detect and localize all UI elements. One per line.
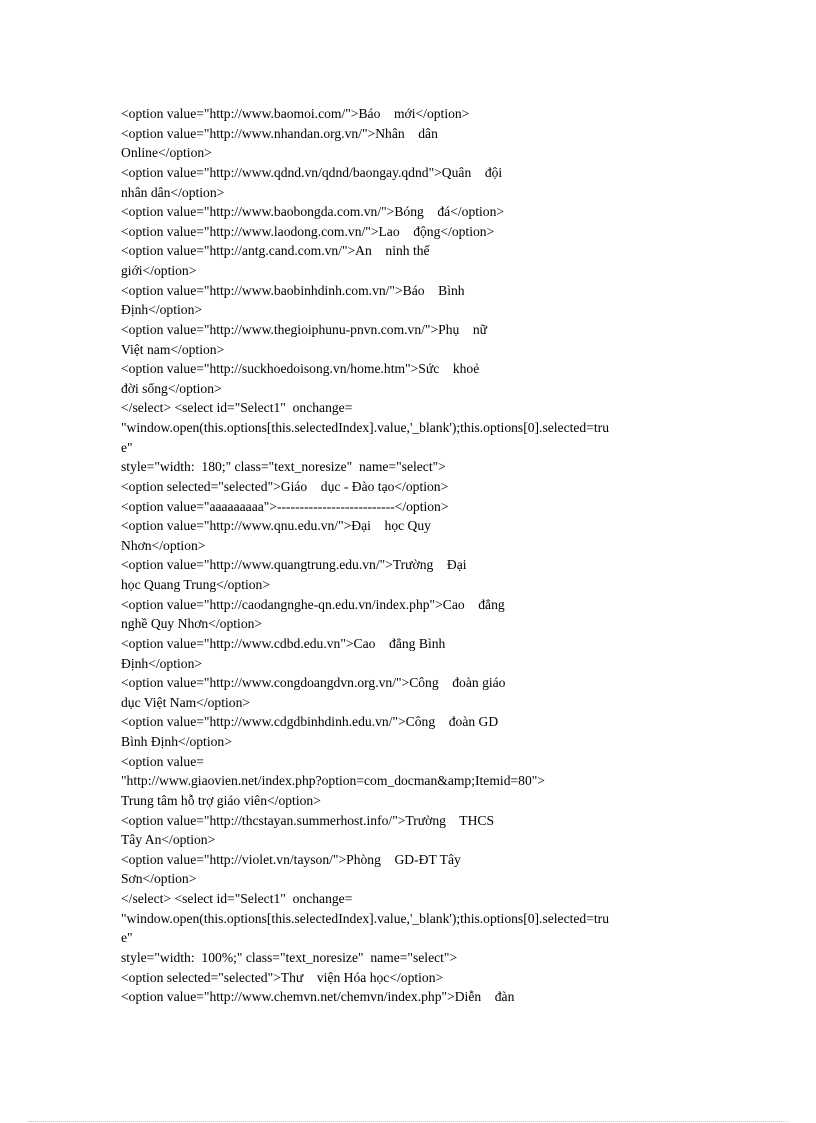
code-line: style="width: 100%;" class="text_noresize" name="select"> [121,949,458,965]
code-line: Sơn</option> [121,871,197,887]
code-line: <option value="http://caodangnghe-qn.edu.vn/index.php">Cao đẳng [121,596,505,612]
document-page [121,104,701,1007]
code-line: <option value="http://antg.cand.com.vn/">An ninh thế [121,243,430,259]
code-line: e" [121,930,133,946]
code-line: <option value="http://thcstayan.summerhost.info/">Trường THCS [121,812,495,828]
code-line: </select> <select id="Select1" onchange= [121,400,353,416]
code-line: <option value="http://www.congdoangdvn.org.vn/">Công đoàn giáo [121,675,506,691]
code-line: <option selected="selected">Thư viện Hóa học</option> [121,969,444,985]
code-line: Nhơn</option> [121,537,206,553]
code-line: <option value="http://www.nhandan.org.vn/">Nhân dân [121,125,438,141]
code-line: học Quang Trung</option> [121,577,271,592]
code-line: dục Việt Nam</option> [121,694,251,710]
code-line: <option value="http://www.baobongda.com.vn/">Bóng đá</option> [121,204,505,220]
code-line: <option value="http://www.chemvn.net/chemvn/index.php">Diễn đàn [121,989,515,1005]
code-line: "window.open(this.options[this.selectedIndex].value,'_blank');this.options[0].selected=tru [121,420,610,435]
code-line: <option value="aaaaaaaaa">--------------------------</option> [121,498,449,514]
code-line: Tây An</option> [121,832,216,848]
code-line: <option value="http://www.quangtrung.edu.vn/">Trường Đại [121,557,467,573]
code-line: <option value="http://www.thegioiphunu-pnvn.com.vn/">Phụ nữ [121,321,488,337]
code-line: Trung tâm hỗ trợ giáo viên</option> [121,792,321,808]
code-line: style="width: 180;" class="text_noresize" name="select"> [121,459,446,475]
code-line: Bình Định</option> [121,734,232,749]
code-line: "http://www.giaovien.net/index.php?option=com_docman&amp;Itemid=80"> [121,773,545,789]
code-line: "window.open(this.options[this.selectedIndex].value,'_blank');this.options[0].selected=tru [121,910,610,926]
code-line: <option value="http://www.cdgdbinhdinh.edu.vn/">Công đoàn GD [121,714,499,730]
code-line: giới</option> [121,263,197,278]
code-line: <option selected="selected">Giáo dục - Đào tạo</option> [121,478,449,494]
code-line: <option value="http://www.laodong.com.vn/">Lao động</option> [121,223,495,239]
code-line: Định</option> [121,655,203,671]
code-line: Định</option> [121,302,203,318]
code-line: <option value= [121,753,204,769]
code-line: e" [121,439,133,455]
code-line: <option value="http://violet.vn/tayson/">Phòng GD-ĐT Tây [121,851,461,867]
code-line: đời sống</option> [121,380,222,396]
code-line: Online</option> [121,145,212,161]
code-line: <option value="http://suckhoedoisong.vn/home.htm">Sức khoẻ [121,361,480,377]
page-bottom-divider [28,1121,788,1122]
code-line: <option value="http://www.baomoi.com/">Báo mới</option> [121,106,470,121]
code-line: <option value="http://www.qnu.edu.vn/">Đại học Quy [121,518,431,534]
code-line: <option value="http://www.cdbd.edu.vn">Cao đẳng Bình [121,635,446,651]
code-line: Việt nam</option> [121,341,225,357]
code-line: </select> <select id="Select1" onchange= [121,891,353,906]
code-line: <option value="http://www.baobinhdinh.com.vn/">Báo Bình [121,282,465,298]
code-line: <option value="http://www.qdnd.vn/qdnd/baongay.qdnd">Quân đội [121,164,503,180]
code-line: nhân dân</option> [121,184,225,200]
code-line: nghề Quy Nhơn</option> [121,616,263,632]
